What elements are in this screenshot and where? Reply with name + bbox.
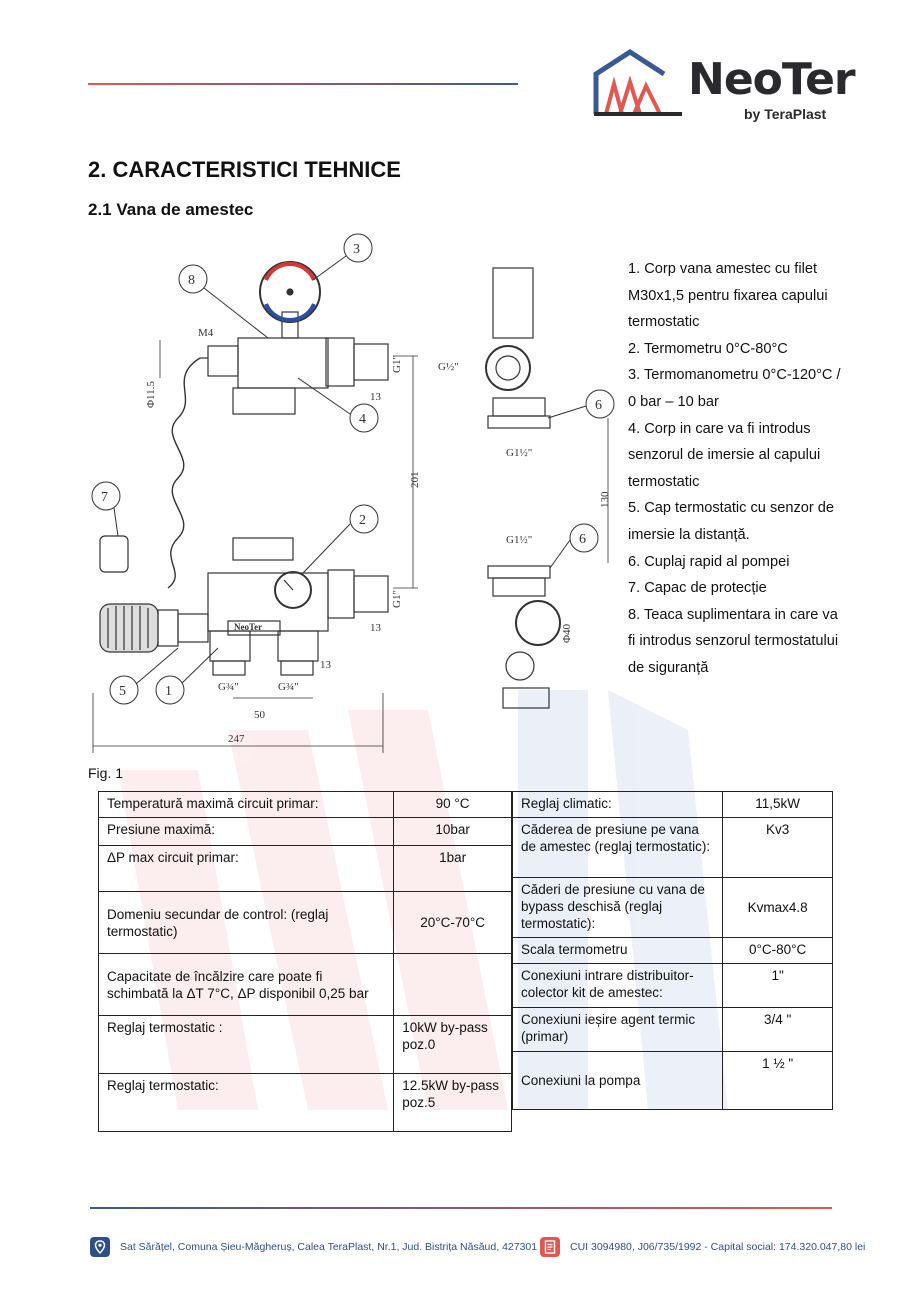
- table-row: [99, 818, 512, 846]
- table-row: [99, 1074, 512, 1132]
- callout-5: 5: [119, 684, 126, 699]
- valve-brand-label: NeoTer: [234, 622, 263, 632]
- legend-item: 8. Teaca suplimentara in care va fi introdus senzorul termostatului de siguranță: [628, 606, 839, 676]
- callout-circles: [92, 234, 614, 704]
- table-row: [513, 938, 833, 964]
- spec-value: 3/4 ": [723, 1008, 833, 1052]
- legend-item: 4. Corp in care va fi introdus senzorul de imersie al capului termostatic: [628, 420, 821, 490]
- legend-item: 2. Termometru 0°C-80°C: [628, 340, 788, 357]
- spec-label: Temperatură maximă circuit primar:: [99, 792, 394, 818]
- table-row: [99, 892, 512, 954]
- spec-table-left: [98, 791, 512, 1132]
- spec-value: 1bar: [394, 846, 512, 892]
- thermometer-dial: [275, 572, 311, 608]
- logo-wordmark: NeoTer: [688, 54, 855, 105]
- spec-label: Conexiuni intrare distribuitor-colector kit de amestec:: [513, 964, 723, 1008]
- spec-label: ΔP max circuit primar:: [99, 846, 394, 892]
- dim-247: 247: [228, 733, 245, 745]
- dim-130: 130: [599, 491, 611, 508]
- spec-value: 11,5kW: [723, 792, 833, 818]
- spec-value: 1 ½ ": [723, 1052, 833, 1110]
- spec-value: Kvmax4.8: [723, 878, 833, 938]
- spec-value: 10kW by-pass poz.0: [394, 1016, 512, 1074]
- dim-201: 201: [409, 471, 421, 488]
- footer-company: [540, 1237, 865, 1257]
- legend-item: 7. Capac de protecție: [628, 580, 767, 597]
- spec-label: Căderi de presiune cu vana de bypass deschisă (reglaj termostatic):: [513, 878, 723, 938]
- dim-g1half-side: G1½": [506, 534, 533, 546]
- callout-2: 2: [359, 513, 366, 528]
- spec-value: 0°C-80°C: [723, 938, 833, 964]
- dim-13-c: 13: [320, 659, 331, 671]
- legend-item: 3. Termomanometru 0°C-120°C / 0 bar – 10 bar: [628, 367, 841, 410]
- spec-value: [394, 954, 512, 1016]
- spec-label: Conexiuni la pompa: [513, 1052, 723, 1110]
- figure-caption: Fig. 1: [88, 765, 124, 781]
- component-legend: [628, 256, 848, 682]
- spec-value: Kv3: [723, 818, 833, 878]
- termomanometer-gauge: [260, 262, 320, 338]
- dim-m4: M4: [198, 327, 214, 339]
- location-pin-icon: [90, 1237, 110, 1257]
- spec-value: 1": [723, 964, 833, 1008]
- footer-address: [90, 1237, 537, 1257]
- header-divider: [88, 83, 518, 85]
- table-row: [99, 846, 512, 892]
- dim-g1half-top: G1½": [506, 447, 533, 459]
- callout-1: 1: [165, 684, 172, 699]
- spec-label: Domeniu secundar de control: (reglaj termostatic): [99, 892, 394, 954]
- logo-subtitle: by TeraPlast: [744, 106, 827, 122]
- callout-8: 8: [188, 273, 195, 288]
- callout-6b: 6: [579, 532, 586, 547]
- spec-label: Reglaj termostatic:: [99, 1074, 394, 1132]
- capillary-tube: [168, 358, 200, 588]
- dim-phi115: Φ11.5: [145, 381, 157, 408]
- dim-g34-b: G¾": [278, 681, 299, 693]
- spec-table-right: [512, 791, 833, 1110]
- subsection-title: 2.1 Vana de amestec: [88, 200, 254, 219]
- table-row: [513, 1008, 833, 1052]
- legend-item: 5. Cap termostatic cu senzor de imersie la distanță.: [628, 500, 835, 543]
- callout-4: 4: [359, 412, 366, 427]
- spec-value: 90 °C: [394, 792, 512, 818]
- thermostatic-head: [100, 604, 208, 652]
- table-row: [513, 878, 833, 938]
- side-view-bottom: [488, 566, 560, 708]
- spec-value: 10bar: [394, 818, 512, 846]
- legend-item: 1. Corp vana amestec cu filet M30x1,5 pentru fixarea capului termostatic: [628, 261, 828, 331]
- address-text: Sat Sărățel, Comuna Șieu-Măgheruș, Calea TeraPlast, Nr.1, Jud. Bistrița Năsăud, 427301: [120, 1241, 538, 1253]
- table-row: [99, 954, 512, 1016]
- spec-label: Reglaj climatic:: [513, 792, 723, 818]
- top-valve-body: [200, 338, 388, 414]
- spec-label: Presiune maximă:: [99, 818, 394, 846]
- dim-g34-a: G¾": [218, 681, 239, 693]
- dim-13-b: 13: [370, 622, 381, 634]
- callout-3: 3: [353, 242, 360, 257]
- table-row: [513, 792, 833, 818]
- dim-13-a: 13: [370, 391, 381, 403]
- spec-value: 12.5kW by-pass poz.5: [394, 1074, 512, 1132]
- dim-g1-mid: G1": [391, 590, 403, 608]
- dim-g1-top: G1": [391, 355, 403, 373]
- company-info-text: CUI 3094980, J06/735/1992 - Capital social: 174.320.047,80 lei: [570, 1241, 866, 1253]
- table-row: [513, 818, 833, 878]
- callout-6a: 6: [595, 398, 602, 413]
- table-row: [513, 1052, 833, 1110]
- spec-label: Conexiuni ieșire agent termic (primar): [513, 1008, 723, 1052]
- spec-value: 20°C-70°C: [394, 892, 512, 954]
- section-title: 2. CARACTERISTICI TEHNICE: [88, 157, 401, 182]
- table-row: [513, 964, 833, 1008]
- spec-label: Reglaj termostatic :: [99, 1016, 394, 1074]
- table-row: [99, 1016, 512, 1074]
- callout-7: 7: [101, 490, 108, 505]
- table-row: [99, 792, 512, 818]
- document-icon: [540, 1237, 560, 1257]
- spec-label: Capacitate de încălzire care poate fi schimbată la ΔT 7°C, ΔP disponibil 0,25 bar: [99, 954, 394, 1016]
- dim-g-half: G½": [438, 361, 459, 373]
- neoter-logo: [590, 46, 855, 128]
- protection-cap: [100, 536, 128, 572]
- side-view-top: [486, 268, 550, 428]
- dim-phi40: Φ40: [561, 623, 573, 643]
- spec-label: Căderea de presiune pe vana de amestec (reglaj termostatic):: [513, 818, 723, 878]
- mixing-valve-drawing: [88, 228, 618, 758]
- legend-item: 6. Cuplaj rapid al pompei: [628, 553, 790, 570]
- spec-label: Scala termometru: [513, 938, 723, 964]
- footer-divider: [90, 1207, 832, 1209]
- house-logo-icon: [590, 48, 686, 120]
- dim-50: 50: [254, 709, 265, 721]
